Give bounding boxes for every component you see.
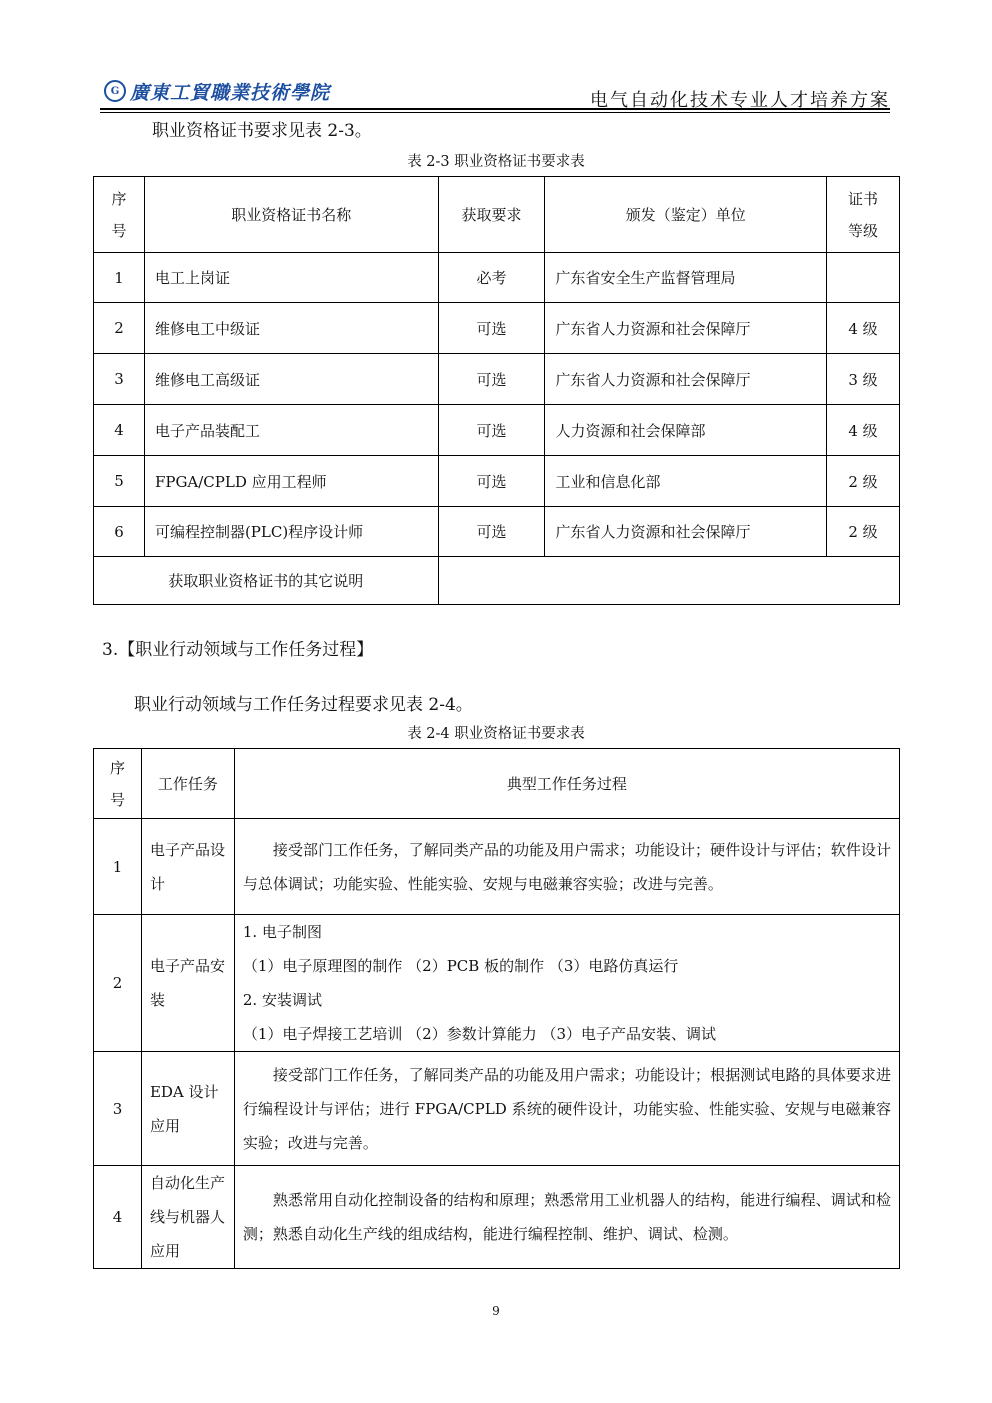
table-row xyxy=(94,303,900,354)
row-process: 接受部门工作任务，了解同类产品的功能及用户需求；功能设计；硬件设计与评估；软件设计与总体调试；功能实验、性能实验、安规与电磁兼容实验；改进与完善。 xyxy=(234,819,899,915)
row-name: 电子产品装配工 xyxy=(144,405,438,456)
row-req: 可选 xyxy=(438,507,545,557)
row-level: 3 级 xyxy=(827,354,900,405)
row-issuer: 广东省人力资源和社会保障厅 xyxy=(545,507,827,557)
row-no: 2 xyxy=(94,303,145,354)
row-no: 3 xyxy=(94,354,145,405)
row-process xyxy=(234,915,899,1052)
row-level: 2 级 xyxy=(827,456,900,507)
page-number: 9 xyxy=(492,1304,500,1318)
table-header-row xyxy=(94,177,900,253)
intro-paragraph-1: 职业资格证书要求见表 2-3。 xyxy=(152,121,372,141)
row-no: 6 xyxy=(94,507,145,557)
header-level: 证书等级 xyxy=(848,189,879,240)
row-issuer: 人力资源和社会保障部 xyxy=(545,405,827,456)
row-level: 4 级 xyxy=(827,405,900,456)
table-row xyxy=(94,405,900,456)
header-issuer: 颁发（鉴定）单位 xyxy=(545,177,827,253)
row-issuer: 广东省人力资源和社会保障厅 xyxy=(545,354,827,405)
table-row xyxy=(94,253,900,303)
section-3-heading: 3.【职业行动领域与工作任务过程】 xyxy=(102,640,374,660)
header-name: 职业资格证书名称 xyxy=(144,177,438,253)
row-task: EDA 设计应用 xyxy=(141,1052,234,1166)
row-no: 1 xyxy=(94,819,142,915)
row-issuer: 广东省安全生产监督管理局 xyxy=(545,253,827,303)
school-logo xyxy=(104,76,334,106)
row-no: 5 xyxy=(94,456,145,507)
header-task: 工作任务 xyxy=(141,749,234,819)
row-task: 自动化生产线与机器人应用 xyxy=(141,1166,234,1269)
row-no: 1 xyxy=(94,253,145,303)
row-no: 4 xyxy=(94,405,145,456)
row-req: 可选 xyxy=(438,303,545,354)
table-row xyxy=(94,507,900,557)
row-issuer: 工业和信息化部 xyxy=(545,456,827,507)
intro-paragraph-2: 职业行动领域与工作任务过程要求见表 2-4。 xyxy=(134,695,473,715)
school-name: 廣東工貿職業技術學院 xyxy=(130,81,331,104)
row-level xyxy=(827,253,900,303)
header-process: 典型工作任务过程 xyxy=(234,749,899,819)
row-name: 维修电工高级证 xyxy=(144,354,438,405)
document-title: 电气自动化技术专业人才培养方案 xyxy=(590,90,890,111)
row-req: 可选 xyxy=(438,456,545,507)
school-seal-icon: G xyxy=(104,80,126,102)
table-2-4-caption: 表 2-4 职业资格证书要求表 xyxy=(407,726,585,742)
table-row xyxy=(94,456,900,507)
process-line: （1）电子焊接工艺培训 （2）参数计算能力 （3）电子产品安装、调试 xyxy=(242,1025,717,1043)
row-process: 接受部门工作任务，了解同类产品的功能及用户需求；功能设计；根据测试电路的具体要求进行编程设计与评估；进行 FPGA/CPLD 系统的硬件设计，功能实验、性能实验、安规与电磁兼容实验；改进与完善。 xyxy=(234,1052,899,1166)
certificate-table xyxy=(93,176,900,605)
row-level: 4 级 xyxy=(827,303,900,354)
row-req: 必考 xyxy=(438,253,545,303)
row-name: 电工上岗证 xyxy=(144,253,438,303)
footer-label: 获取职业资格证书的其它说明 xyxy=(94,557,439,605)
table-2-3-caption: 表 2-3 职业资格证书要求表 xyxy=(407,154,585,170)
table-footer-row xyxy=(94,557,900,605)
footer-value xyxy=(438,557,899,605)
row-name: 可编程控制器(PLC)程序设计师 xyxy=(144,507,438,557)
table-row xyxy=(94,915,900,1052)
header-req: 获取要求 xyxy=(438,177,545,253)
row-issuer: 广东省人力资源和社会保障厅 xyxy=(545,303,827,354)
header-no: 序号 xyxy=(111,189,127,240)
row-no: 3 xyxy=(94,1052,142,1166)
row-no: 4 xyxy=(94,1166,142,1269)
process-line: （1）电子原理图的制作 （2）PCB 板的制作 （3）电路仿真运行 xyxy=(242,957,679,975)
row-task: 电子产品设计 xyxy=(141,819,234,915)
header-rule-thin xyxy=(100,112,890,113)
table-row xyxy=(94,1052,900,1166)
table-header-row xyxy=(94,749,900,819)
table-row xyxy=(94,1166,900,1269)
row-req: 可选 xyxy=(438,405,545,456)
header-no: 序号 xyxy=(109,758,125,809)
process-line: 2. 安装调试 xyxy=(242,991,322,1009)
row-name: 维修电工中级证 xyxy=(144,303,438,354)
table-row xyxy=(94,819,900,915)
row-level: 2 级 xyxy=(827,507,900,557)
row-process: 熟悉常用自动化控制设备的结构和原理；熟悉常用工业机器人的结构，能进行编程、调试和检测；熟悉自动化生产线的组成结构，能进行编程控制、维护、调试、检测。 xyxy=(234,1166,899,1269)
row-no: 2 xyxy=(94,915,142,1052)
table-row xyxy=(94,354,900,405)
work-task-table xyxy=(93,748,900,1269)
header-rule xyxy=(100,108,890,110)
row-name: FPGA/CPLD 应用工程师 xyxy=(144,456,438,507)
row-req: 可选 xyxy=(438,354,545,405)
row-task: 电子产品安装 xyxy=(141,915,234,1052)
process-line: 1. 电子制图 xyxy=(242,923,322,941)
